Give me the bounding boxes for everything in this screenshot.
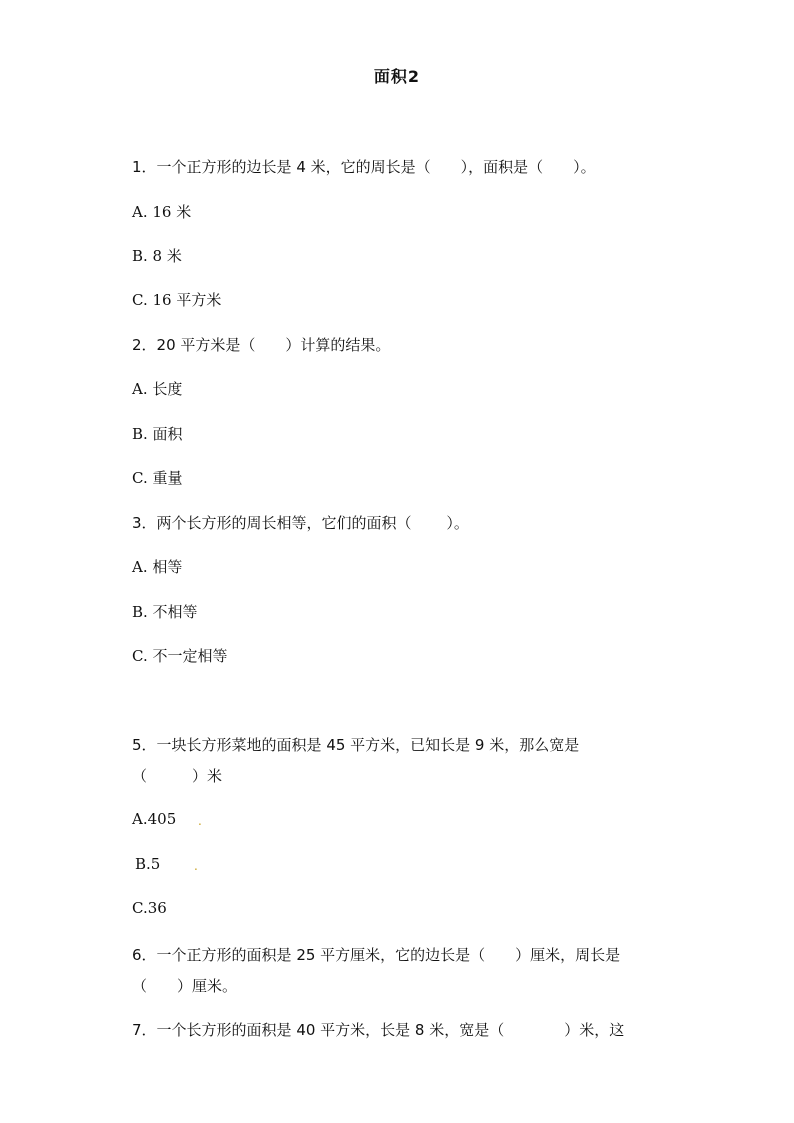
question-2: 2．20 平方米是（ ）计算的结果。 xyxy=(132,336,391,354)
q3-option-b: B. 不相等 xyxy=(132,603,198,621)
stray-mark: . xyxy=(194,859,198,873)
question-6-line-2: （ ）厘米。 xyxy=(132,977,238,995)
q3-option-c: C. 不一定相等 xyxy=(132,647,228,665)
q1-option-c: C. 16 平方米 xyxy=(132,291,222,309)
stray-mark: . xyxy=(198,814,202,828)
q5-option-c: C.36 xyxy=(132,899,167,917)
q2-option-b: B. 面积 xyxy=(132,425,183,443)
q5-option-b: B.5 xyxy=(135,855,161,873)
question-3: 3．两个长方形的周长相等，它们的面积（ ）。 xyxy=(132,514,469,532)
question-5-line-2: （ ）米 xyxy=(132,767,223,785)
question-6-line-1: 6．一个正方形的面积是 25 平方厘米，它的边长是（ ）厘米，周长是 xyxy=(132,946,621,964)
q1-option-a: A. 16 米 xyxy=(132,203,192,221)
question-7-line-1: 7．一个长方形的面积是 40 平方米，长是 8 米，宽是（ ）米，这 xyxy=(132,1021,625,1039)
page-title: 面积2 xyxy=(373,67,421,86)
q2-option-a: A. 长度 xyxy=(132,380,183,398)
q5-option-a: A.405 xyxy=(132,810,177,828)
q1-option-b: B. 8 米 xyxy=(132,247,182,265)
q3-option-a: A. 相等 xyxy=(132,558,183,576)
question-5-line-1: 5．一块长方形菜地的面积是 45 平方米，已知长是 9 米，那么宽是 xyxy=(132,736,580,754)
question-1: 1．一个正方形的边长是 4 米，它的周长是（ ），面积是（ ）。 xyxy=(132,158,596,176)
q2-option-c: C. 重量 xyxy=(132,469,183,487)
